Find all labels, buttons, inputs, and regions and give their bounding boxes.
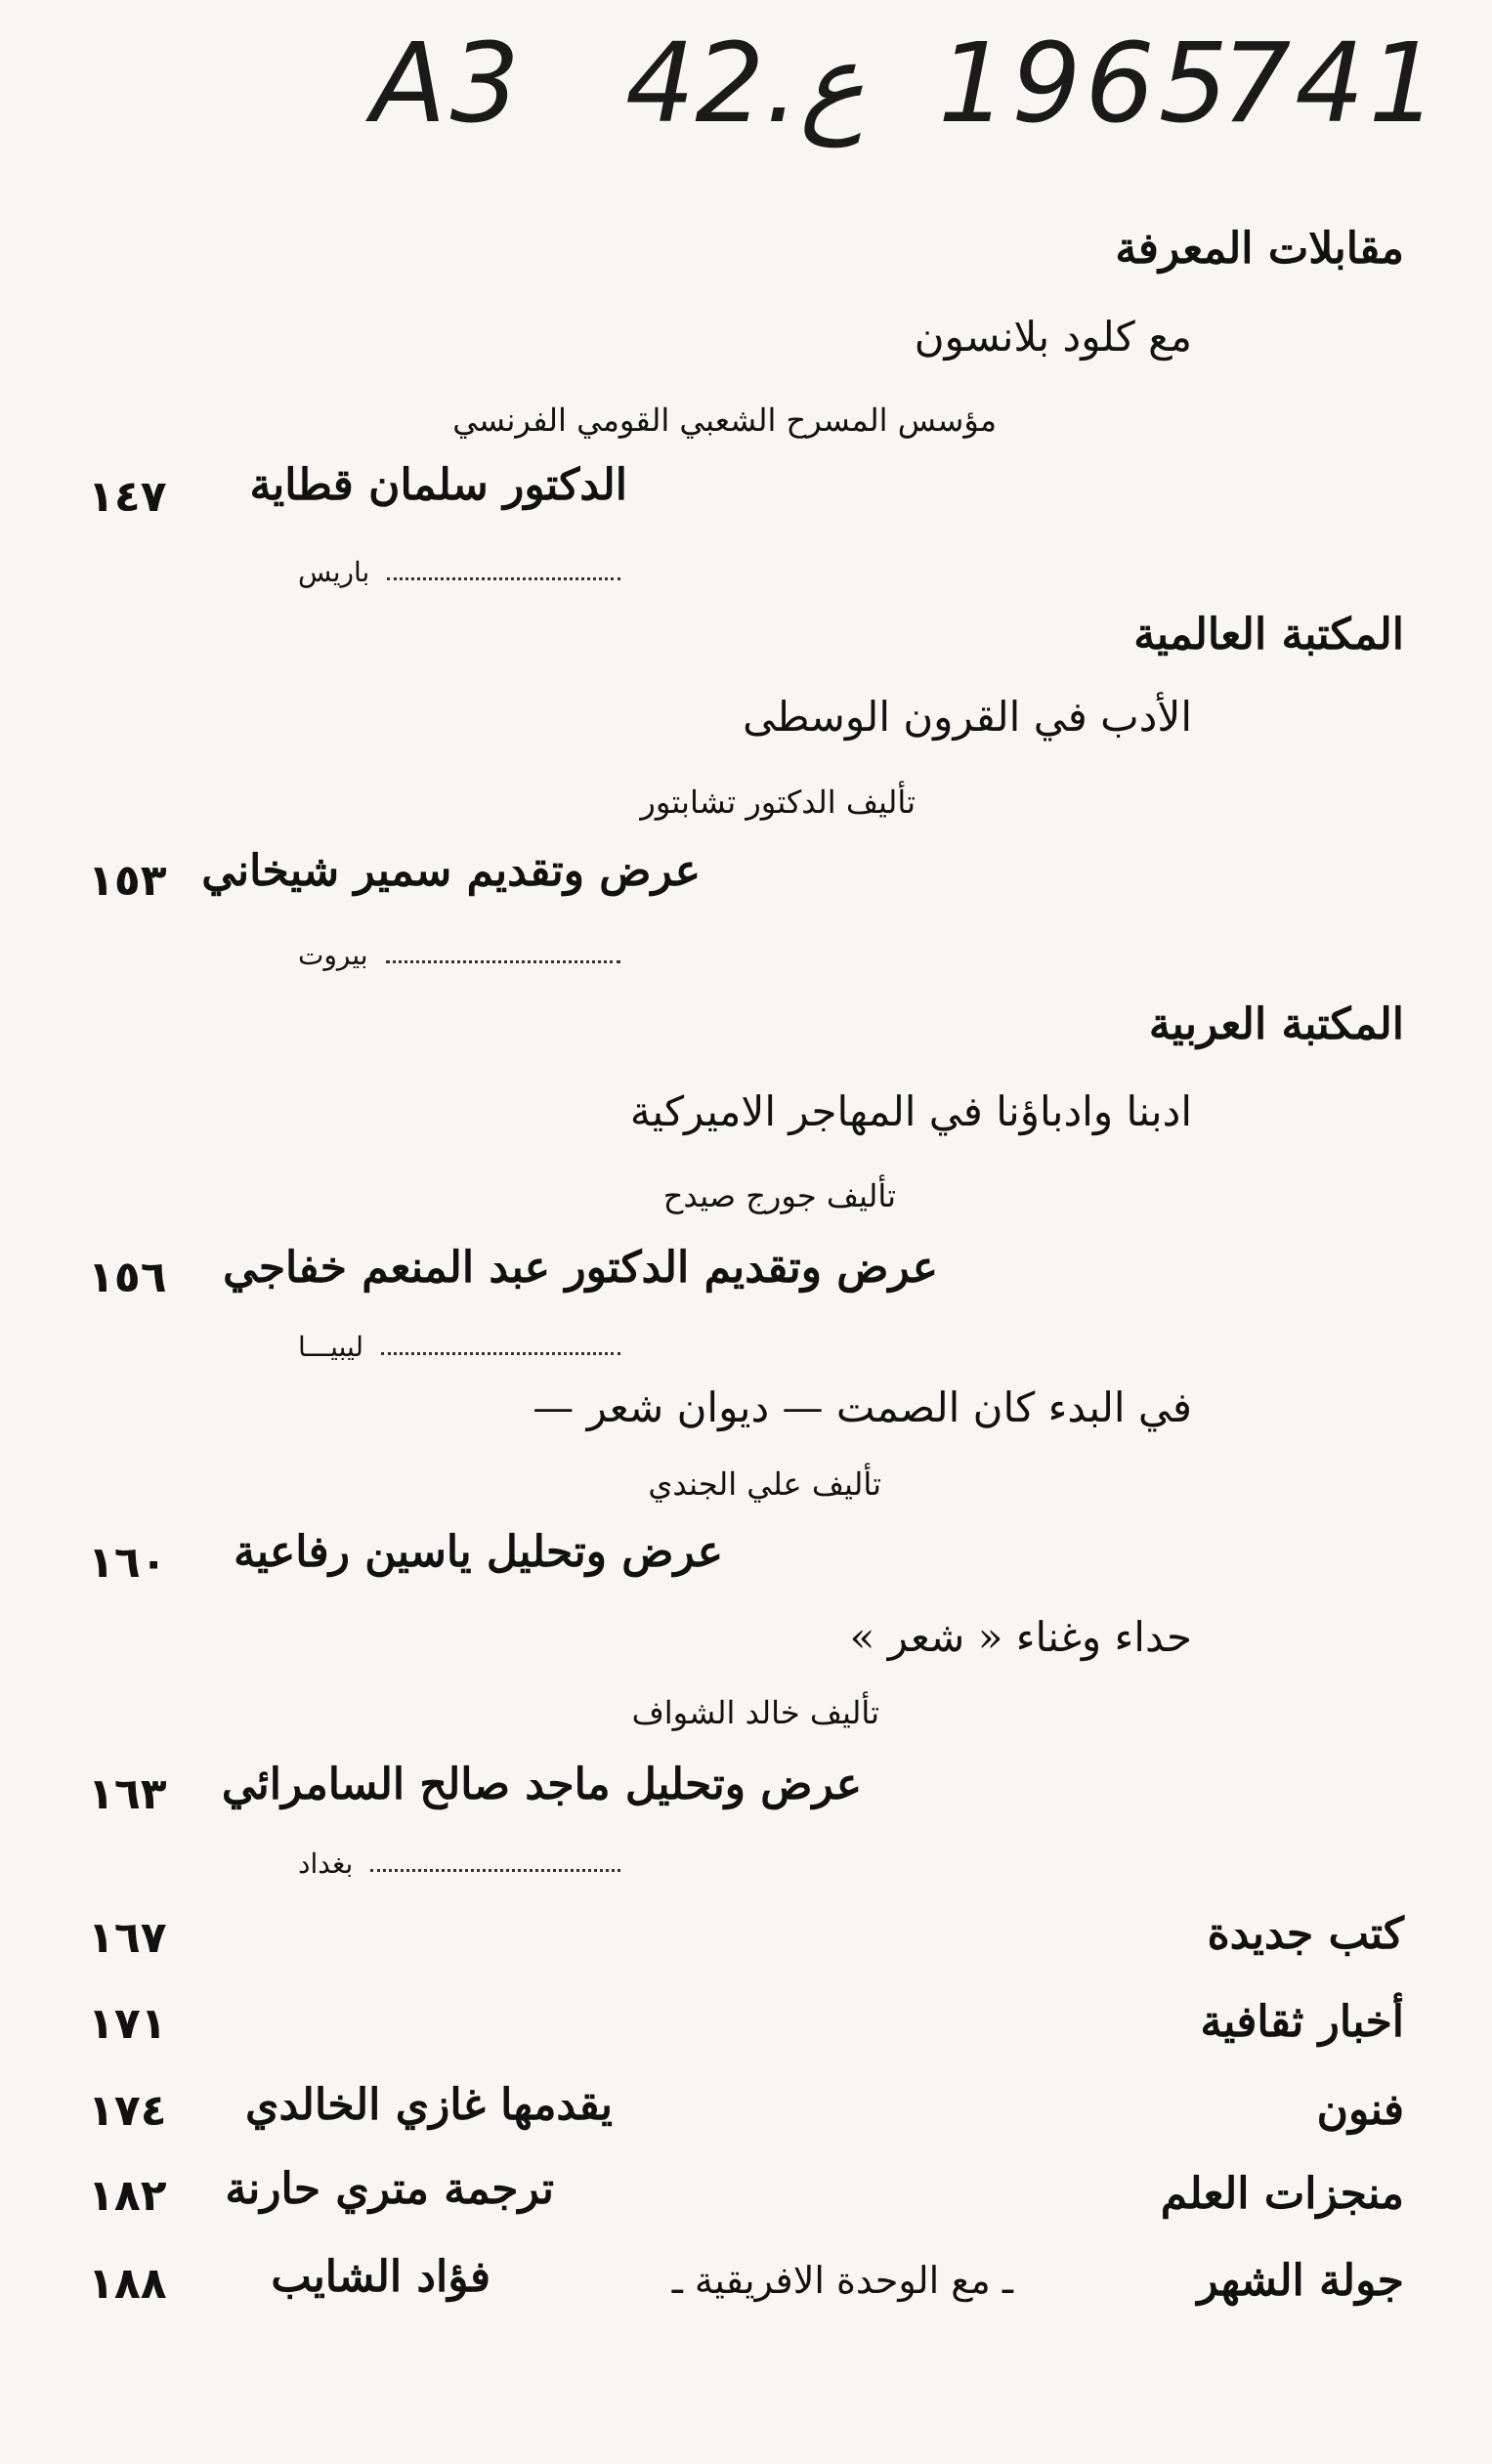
- section-heading: كتب جديدة: [1207, 1909, 1404, 1959]
- section-heading: مقابلات المعرفة: [1115, 224, 1404, 274]
- article-presenter: عرض وتحليل ماجد صالح السامرائي: [221, 1760, 862, 1809]
- section-heading: منجزات العلم: [1160, 2169, 1404, 2219]
- article-presenter: عرض وتحليل ياسين رفاعية: [234, 1527, 723, 1577]
- handwritten-year: 1965: [938, 21, 1233, 148]
- section-heading: جولة الشهر: [1197, 2256, 1404, 2306]
- handwritten-code-a3: A3: [371, 21, 524, 148]
- article-author: تأليف جورج صيدح: [662, 1177, 896, 1214]
- place-line: [298, 930, 620, 969]
- article-presenter: عرض وتقديم الدكتور عبد المنعم خفاجي: [223, 1243, 938, 1293]
- page-number: ١٥٦: [88, 1253, 167, 1302]
- page-number: ١٨٢: [88, 2171, 167, 2221]
- article-author: تأليف الدكتور تشابتور: [640, 784, 916, 821]
- page-number: ١٧٤: [88, 2086, 167, 2136]
- dotted-leader: [381, 1350, 620, 1355]
- place-name: بيروت: [298, 939, 368, 971]
- article-author: تأليف علي الجندي: [648, 1466, 881, 1503]
- page-number: ١٦٣: [88, 1769, 167, 1819]
- article-author: تأليف خالد الشواف: [631, 1694, 879, 1731]
- page-number: ١٦٧: [88, 1913, 167, 1963]
- page-number: ١٦٠: [88, 1538, 167, 1588]
- section-heading: المكتبة العالمية: [1133, 610, 1404, 659]
- place-line: [298, 1322, 620, 1361]
- place-name: ليبيـــا: [298, 1331, 364, 1363]
- article-title: في البدء كان الصمت — ديوان شعر —: [533, 1383, 1192, 1431]
- article-presenter: عرض وتقديم سمير شيخاني: [201, 846, 701, 896]
- article-title: حداء وغناء « شعر »: [849, 1613, 1192, 1661]
- article-presenter: الدكتور سلمان قطاية: [249, 460, 627, 510]
- dotted-leader: [386, 958, 620, 963]
- place-name: بغداد: [298, 1848, 354, 1880]
- page-number: ١٨٨: [88, 2259, 167, 2309]
- dotted-leader: [387, 575, 620, 580]
- section-heading: فنون: [1316, 2085, 1404, 2135]
- article-presenter: فؤاد الشايب: [271, 2252, 490, 2302]
- place-line: [298, 1839, 620, 1878]
- page-number: ١٥٣: [88, 856, 167, 906]
- place-line: [298, 547, 620, 586]
- article-presenter: ترجمة متري حارنة: [225, 2164, 554, 2214]
- handwritten-code-42: 42.ع: [625, 21, 865, 148]
- article-title: مع كلود بلانسون: [914, 313, 1192, 361]
- article-title: الأدب في القرون الوسطى: [743, 693, 1192, 741]
- page-number: ١٤٧: [88, 472, 167, 522]
- article-title: ادبنا وادباؤنا في المهاجر الاميركية: [629, 1087, 1192, 1135]
- article-subtitle: ـ مع الوحدة الافريقية ـ: [671, 2259, 1013, 2302]
- article-subtitle: مؤسس المسرح الشعبي القومي الفرنسي: [452, 402, 997, 439]
- handwritten-number: 741: [1221, 21, 1442, 148]
- page-number: ١٧١: [88, 1999, 167, 2049]
- article-presenter: يقدمها غازي الخالدي: [245, 2080, 613, 2130]
- section-heading: المكتبة العربية: [1148, 999, 1404, 1049]
- dotted-leader: [370, 1867, 620, 1872]
- place-name: باريس: [298, 556, 370, 588]
- section-heading: أخبار ثقافية: [1200, 1997, 1404, 2047]
